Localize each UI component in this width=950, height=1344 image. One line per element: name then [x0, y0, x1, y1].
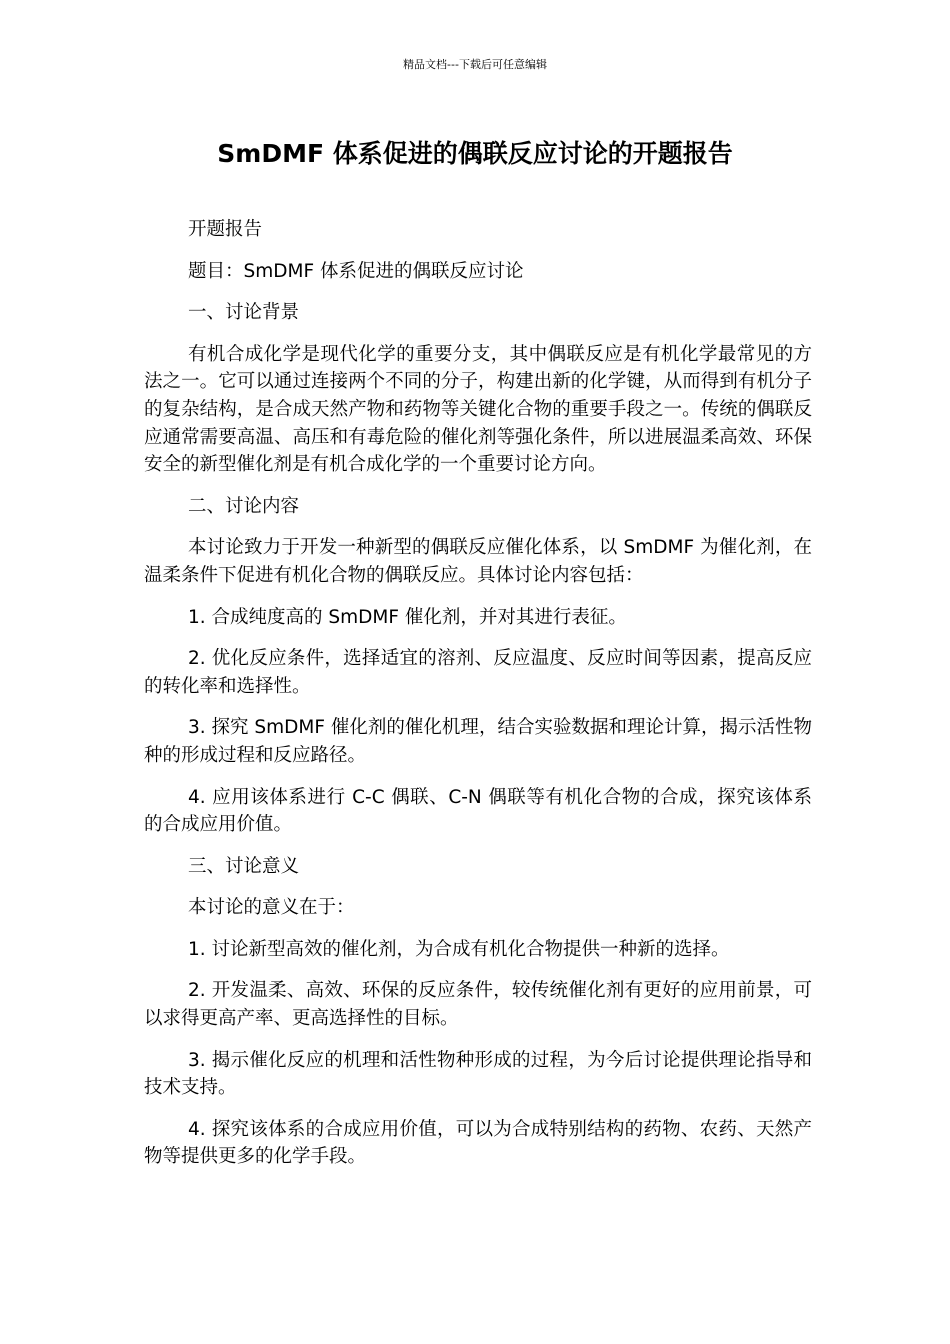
- content-item-1: 1. 合成纯度高的 SmDMF 催化剂，并对其进行表征。: [188, 606, 627, 628]
- topic-line: 题目：SmDMF 体系促进的偶联反应讨论: [188, 260, 524, 282]
- document-body: [144, 216, 812, 1185]
- document-title: SmDMF 体系促进的偶联反应讨论的开题报告: [217, 139, 733, 168]
- significance-item-3: 3. 揭示催化反应的机理和活性物种形成的过程，为今后讨论提供理论指导和技术支持。: [144, 1049, 812, 1099]
- section-heading-background: 一、讨论背景: [188, 302, 300, 324]
- section-heading-significance: 三、讨论意义: [188, 855, 300, 877]
- section-heading-content: 二、讨论内容: [188, 495, 300, 517]
- content-item-4: 4. 应用该体系进行 C-C 偶联、C-N 偶联等有机化合物的合成，探究该体系的合成应用价值。: [144, 786, 812, 836]
- significance-item-1: 1. 讨论新型高效的催化剂，为合成有机化合物提供一种新的选择。: [188, 938, 730, 960]
- page-header-note: 精品文档---下载后可任意编辑: [403, 58, 547, 71]
- content-item-2: 2. 优化反应条件，选择适宜的溶剂、反应温度、反应时间等因素，提高反应的转化率和选择性。: [144, 648, 812, 697]
- report-label: 开题报告: [188, 219, 263, 240]
- significance-intro: 本讨论的意义在于：: [188, 897, 355, 919]
- content-intro-paragraph: 本讨论致力于开发一种新型的偶联反应催化体系，以 SmDMF 为催化剂，在温柔条件下促进有机化合物的偶联反应。具体讨论内容包括：: [144, 537, 812, 586]
- significance-item-4: 4. 探究该体系的合成应用价值，可以为合成特别结构的药物、农药、天然产物等提供更多的化学手段。: [144, 1118, 812, 1168]
- significance-item-2: 2. 开发温柔、高效、环保的反应条件，较传统催化剂有更好的应用前景，可以求得更高产率、更高选择性的目标。: [144, 980, 812, 1030]
- background-paragraph: 有机合成化学是现代化学的重要分支，其中偶联反应是有机化学最常见的方法之一。它可以通过连接两个不同的分子，构建出新的化学键，从而得到有机分子的复杂结构，是合成天然产物和药物等关键化合物的重要手段之一。传统的偶联反应通常需要高温、高压和有毒危险的催化剂等强化条件，所以进展温柔高效、环保安全的新型催化剂是有机合成化学的一个重要讨论方向。: [144, 343, 812, 476]
- content-item-3: 3. 探究 SmDMF 催化剂的催化机理，结合实验数据和理论计算，揭示活性物种的形成过程和反应路径。: [144, 717, 812, 766]
